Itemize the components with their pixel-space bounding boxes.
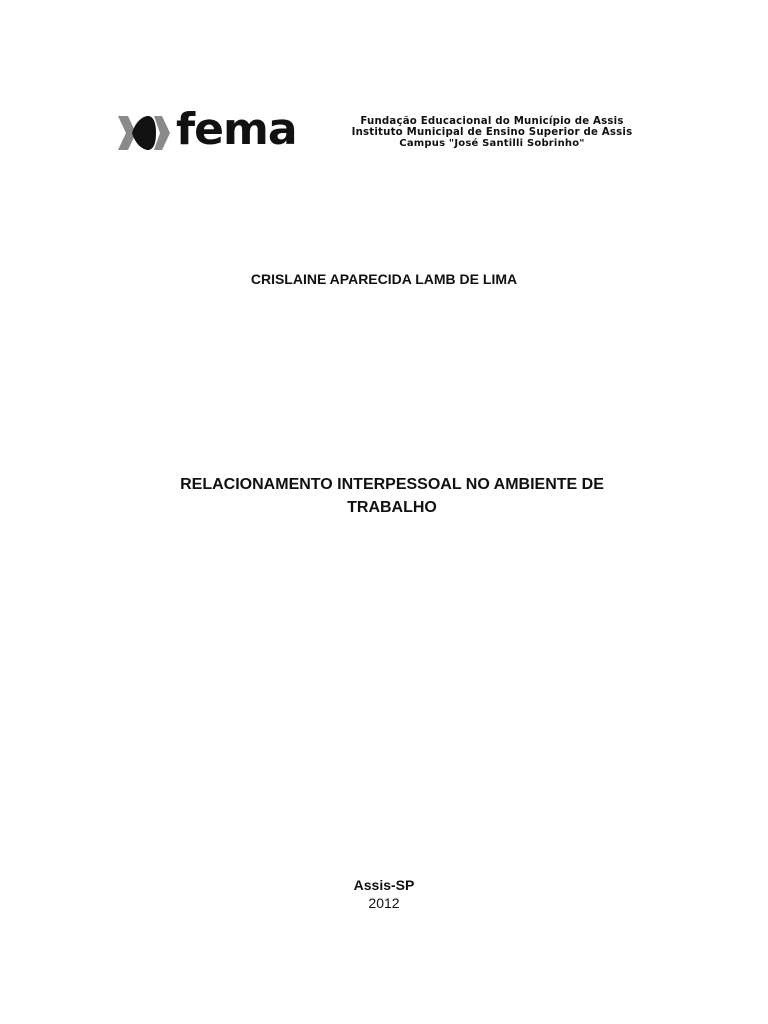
author-name: CRISLAINE APARECIDA LAMB DE LIMA — [250, 271, 518, 287]
document-footer — [0, 876, 768, 912]
institution-name-block — [316, 116, 668, 149]
title-line-2: TRABALHO — [347, 499, 437, 516]
document-title — [134, 473, 650, 519]
logo-wordmark: fema — [176, 104, 297, 155]
institution-line-1: Fundação Educacional do Município de Assis — [360, 116, 624, 127]
footer-city: Assis-SP — [353, 877, 415, 893]
institution-line-3: Campus "José Santilli Sobrinho" — [399, 138, 585, 149]
title-line-1: RELACIONAMENTO INTERPESSOAL NO AMBIENTE DE — [180, 476, 604, 493]
footer-year: 2012 — [368, 895, 400, 911]
institution-header — [118, 104, 678, 156]
fema-logo-icon — [118, 116, 170, 150]
institution-line-2: Instituto Municipal de Ensino Superior de Assis — [351, 127, 633, 138]
